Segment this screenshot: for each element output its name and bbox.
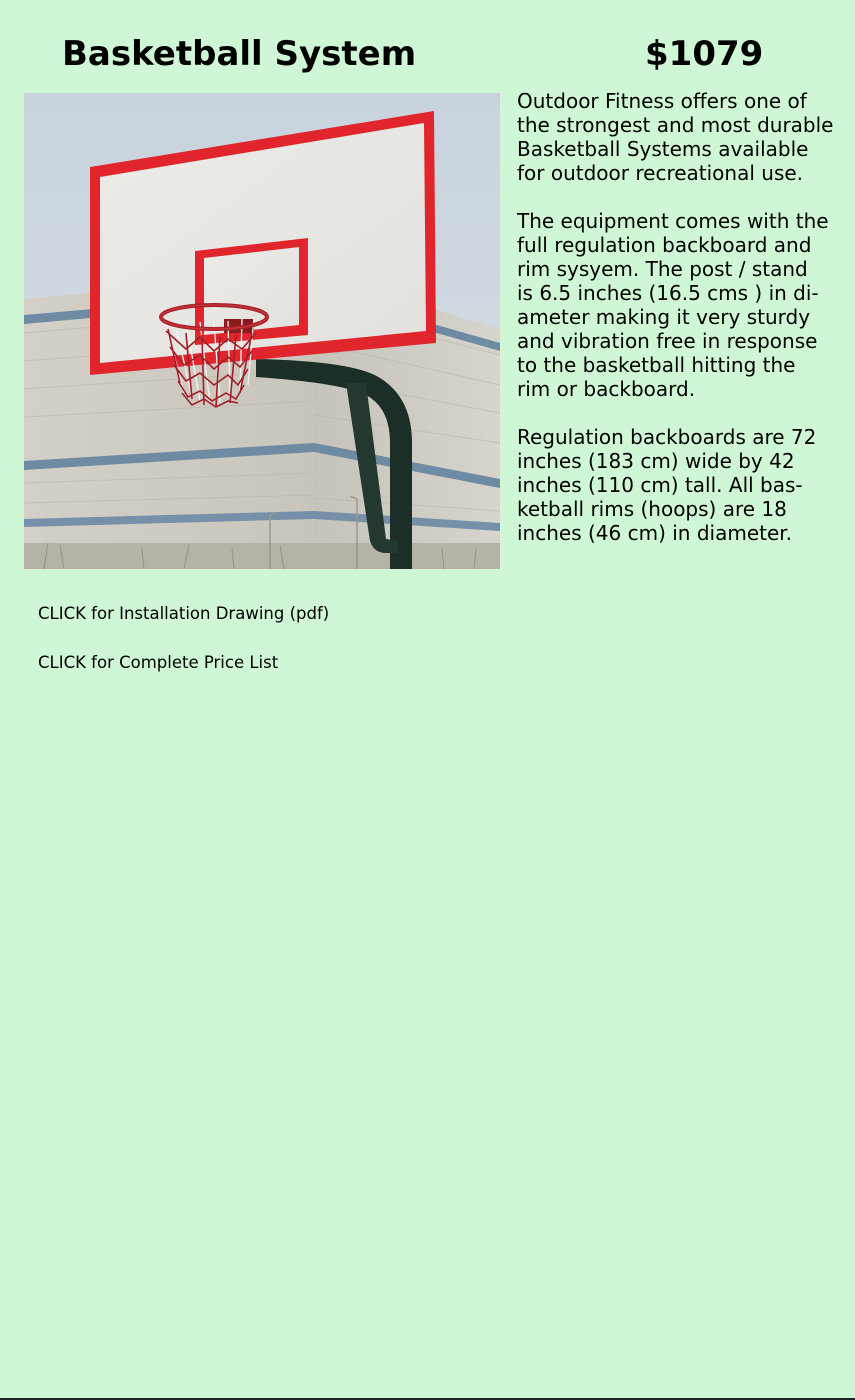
price-label: $1079	[645, 34, 764, 74]
installation-drawing-link[interactable]: CLICK for Installation Drawing (pdf)	[38, 604, 330, 623]
product-description	[517, 89, 845, 569]
description-paragraph-1: Outdoor Fitness offers one of the strongest and most durable Basketball Systems available for outdoor recreational use.	[517, 89, 834, 185]
basketball-hoop-photo	[24, 93, 500, 569]
page-title: Basketball System	[62, 34, 417, 74]
description-paragraph-2: The equipment comes with the full regulation backboard and rim sysyem. The post / stand is 6.5 inches (16.5 cms ) in di- ameter making it very sturdy and vibration free in response to the basketball hitting the rim or backboard.	[517, 209, 829, 401]
description-paragraph-3: Regulation backboards are 72 inches (183 cm) wide by 42 inches (110 cm) tall. All bas- ketball rims (hoops) are 18 inches (46 cm) in diameter.	[517, 425, 817, 545]
price-list-link[interactable]: CLICK for Complete Price List	[38, 653, 279, 672]
